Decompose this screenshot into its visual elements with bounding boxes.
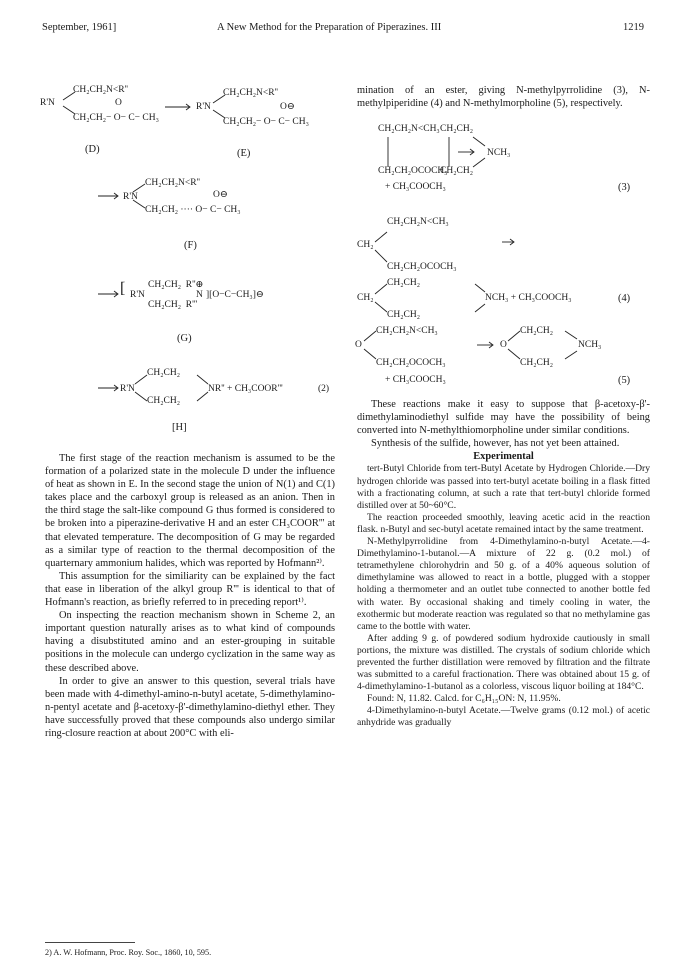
header-title: A New Method for the Preparation of Piperazines. III	[217, 22, 442, 33]
label-g: (G)	[177, 333, 192, 344]
paragraph: N-Methylpyrrolidine from 4-Dimethylamino-n-butyl Acetate.—4-Dimethylamino-1-butanol.—A mixture of 22 g. (0.2 mol.) of tetramethylene chlorohydrin and 50 g. of a 40% aqueous solution of dimethylamine was allowed to react in a bottle, plugged with a stopper holding a thermometer and an outlet tube connected to another bottle fed with water. By occasional shaking and timely cooling in water, the exothermic but moderate reaction was regulated so that no methylamine gas came to the bottle with water.	[357, 536, 650, 632]
equation-5-byproduct: + CH₃COOCH₃	[385, 375, 446, 385]
right-column-text	[357, 398, 650, 730]
equation-5-number: (5)	[618, 375, 631, 386]
label-e: (E)	[237, 148, 251, 159]
paragraph: In order to give an answer to this question, several trials have been made with 4-dimethyl-amino-n-butyl acetate, 5-dimethylamino-n-pentyl acetate and β-acetoxy-β'-dimethylamino-diethyl ether. They have successfully proved that these compounds also undergo similar ring-closure reaction at about 200°C with eli-	[45, 675, 335, 739]
label-d: (D)	[85, 144, 100, 155]
paragraph: This assumption for the similiarity can be explained by the fact that ease in liberation of the alkyl group R''' is identical to that of Hofmann's reaction, as briefly referred to in preceding report¹⁾.	[45, 570, 335, 609]
equation-4-number: (4)	[618, 293, 631, 304]
paragraph: On inspecting the reaction mechanism shown in Scheme 2, an important question naturally arises as to what kind of compounds having a disubstituted amino and an ester-grouping in suitable positions in the molecule can undergo cyclization in the same way as these described above.	[45, 610, 335, 674]
header-date: September, 1961]	[42, 22, 117, 33]
paragraph: tert-Butyl Chloride from tert-Butyl Acetate by Hydrogen Chloride.—Dry hydrogen chloride was passed into tert-butyl acetate boiling in a flask fitted with a fractionating column, at such a rate that tert-butyl chloride formed distilled over at 50~60°C.	[357, 463, 650, 511]
paragraph: After adding 9 g. of powdered sodium hydroxide cautiously in small portions, the mixture was distilled. The crystals of sodium chloride which prevented the further distillation were removed by filtration and the filtrate was submitted to a careful fractionation. There was obtained about 15 g. of 4-dimethylamino-1-butanol as a colorless, viscous liquor boiling at 184°C.	[357, 632, 650, 693]
running-header	[42, 22, 644, 38]
paragraph: Found: N, 11.82. Calcd. for C₆H₁₅ON: N, 11.95%.	[367, 693, 561, 705]
equation-3-byproduct: + CH₃COOCH₃	[385, 182, 446, 192]
paragraph: The first stage of the reaction mechanism is assumed to be the formation of a polarized state in the molecule D under the influence of heat as shown in E. In the second stage the union of N(1) and C(1) takes place and the carboxyl group is released as an anion. Then in the third stage the salt-like compound G thus formed is considered to be broken into a piperazine-derivative H and an ester CH₃COOR''' at that elevated temperature. The decomposition of G may be regarded as a similar type of reaction to the thermal decomposition of the quarternary ammonium halides, which was reported by Hofmann²⁾.	[45, 453, 335, 569]
right-column-intro: mination of an ester, giving N-methylpyrrolidine (3), N-methylpiperidine (4) and N-methylmorpholine (5), respectively.	[357, 85, 650, 110]
experimental-heading: Experimental	[473, 451, 534, 463]
equation-3-number: (3)	[618, 182, 631, 193]
label-f: (F)	[184, 240, 197, 251]
paragraph: These reactions make it easy to suppose that β-acetoxy-β'-dimethylaminodiethyl sulfide may have the possibility of being converted into N-methylthiomorpholine under similar conditions.	[357, 399, 650, 437]
paragraph: 4-Dimethylamino-n-butyl Acetate.—Twelve grams (0.12 mol.) of acetic anhydride was gradually	[357, 705, 650, 729]
equation-2-number: (2)	[318, 384, 330, 394]
footnote-rule	[45, 942, 135, 943]
equation-2-product: NR'' + CH₃COOR'''	[208, 384, 283, 394]
page-number: 1219	[623, 22, 644, 33]
label-h: [H]	[172, 422, 187, 433]
equation-4-product: NCH₃ + CH₃COOCH₃	[485, 293, 572, 303]
paragraph: Synthesis of the sulfide, however, has not yet been attained.	[371, 438, 620, 450]
paragraph: The reaction proceeded smoothly, leaving acetic acid in the reaction flask. n-Butyl and sec-butyl acetate remained intact by the same treatment.	[357, 511, 650, 535]
left-column-text	[45, 452, 335, 740]
footnote: 2) A. W. Hofmann, Proc. Roy. Soc., 1860, 10, 595.	[45, 948, 212, 957]
